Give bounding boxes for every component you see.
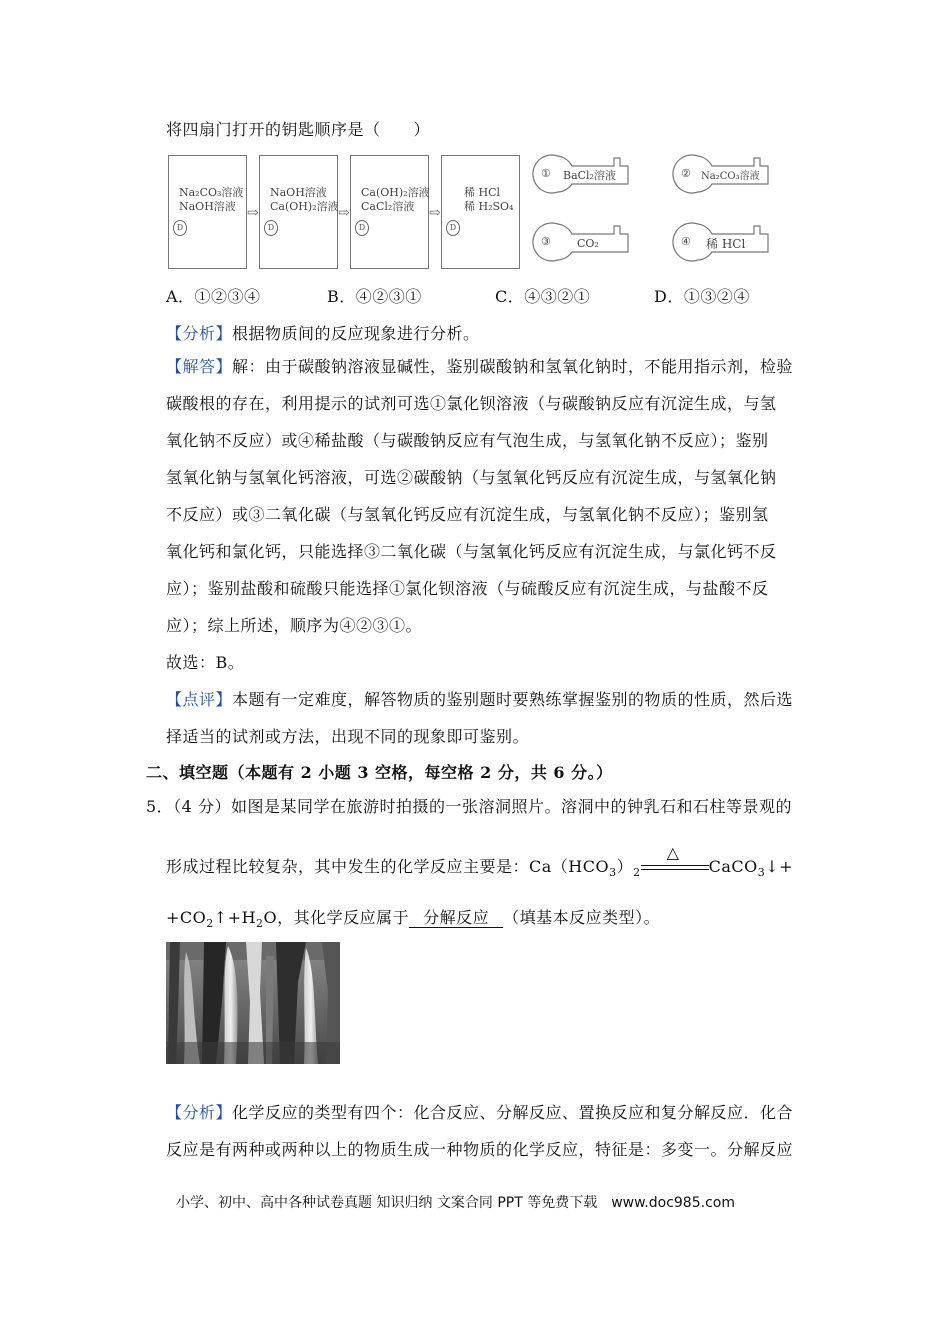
key-1-number: ① (541, 167, 551, 180)
equals-line-bottom (641, 869, 709, 870)
q5-formula-part: 形成过程比较复杂，其中发生的化学反应主要是：Ca（HCO (166, 857, 610, 876)
key-2 (672, 150, 772, 202)
analysis-1 (166, 324, 480, 344)
q5-subscript: 3 (609, 866, 617, 880)
comment-tag: 【点评】 (166, 690, 233, 709)
door-2-line2: Ca(OH)₂溶液 (270, 200, 339, 213)
q5-formula-part: CaCO (708, 857, 758, 876)
door-knob-icon: D (173, 220, 187, 236)
q5-formula-part: ↑+H (213, 908, 257, 927)
analysis-2-tag: 【分析】 (166, 1103, 233, 1122)
key-4 (672, 218, 772, 270)
analysis-2-line-2: 反应是有两种或两种以上的物质生成一种物质的化学反应，特征是：多变一。分解反应 (166, 1140, 794, 1159)
solution-line-2: 碳酸根的存在，利用提示的试剂可选①氯化钡溶液（与碳酸钠反应有沉淀生成，与氢 (166, 394, 777, 413)
door-1 (168, 155, 247, 269)
option-d: D．①③②④ (654, 287, 750, 306)
key-3-label: CO₂ (577, 237, 599, 250)
question-prompt: 将四扇门打开的钥匙顺序是（ ） (166, 120, 431, 139)
cave-photo (166, 942, 340, 1064)
door-3 (350, 155, 429, 269)
solution-line-4: 氢氧化钠与氢氧化钙溶液，可选②碳酸钠（与氢氧化钙反应有沉淀生成，与氢氧化钠 (166, 468, 777, 487)
key-2-label: Na₂CO₃溶液 (701, 171, 760, 182)
key-4-label: 稀 HCl (706, 237, 746, 251)
option-a: A．①②③④ (166, 287, 261, 306)
comment-text: 本题有一定难度，解答物质的鉴别题时要熟练掌握鉴别的物质的性质，然后选 (232, 690, 794, 709)
comment-line-1 (166, 690, 793, 710)
door-knob-icon: D (355, 220, 369, 236)
arrow-right-icon: ⇨ (247, 205, 259, 221)
q5-subscript: 2 (633, 866, 641, 880)
heat-delta-icon: △ (666, 842, 680, 862)
key-3 (532, 218, 632, 270)
door-2 (259, 155, 338, 269)
door-3-line1: Ca(OH)₂溶液 (361, 186, 430, 199)
door-1-line1: Na₂CO₃溶液 (179, 186, 244, 199)
door-2-line1: NaOH溶液 (270, 186, 327, 199)
analysis-tag: 【分析】 (166, 324, 233, 343)
q5-line-3 (166, 908, 660, 934)
analysis-2-line-1 (166, 1103, 793, 1123)
solution-line-1 (166, 357, 793, 377)
key-2-number: ② (681, 167, 691, 180)
solution-line-3: 氧化钠不反应）或④稀盐酸（与碳酸钠反应有气泡生成，与氢氧化钠不反应）；鉴别 (166, 431, 769, 450)
reaction-arrow (641, 842, 709, 875)
q5-subscript: 3 (757, 866, 766, 880)
q5-formula-part: ↓+ (765, 857, 794, 876)
solution-line-6: 氧化钙和氯化钙，只能选择③二氧化碳（与氢氧化钙反应有沉淀生成，与氯化钙不反 (166, 542, 777, 561)
solution-line-5: 不反应）或③二氧化碳（与氢氧化钙反应有沉淀生成，与氢氧化钠不反应）；鉴别氢 (166, 505, 769, 524)
q5-line-2 (166, 842, 794, 883)
door-knob-icon: D (446, 220, 460, 236)
answer-text: 故选：B。 (166, 653, 245, 672)
q5-formula-part: O，其化学反应属于 (263, 908, 410, 927)
q5-subscript: 2 (206, 917, 214, 931)
equals-line-top (641, 865, 709, 866)
q5-formula-part: （填基本反应类型）。 (503, 908, 661, 927)
comment-line-2: 择适当的试剂或方法，出现不同的现象即可鉴别。 (166, 727, 530, 746)
door-1-line2: NaOH溶液 (179, 200, 236, 213)
section-title: 二、填空题（本题有 2 小题 3 空格，每空格 2 分，共 6 分。） (146, 763, 613, 782)
q5-subscript: 2 (256, 917, 264, 931)
q5-formula-part: +CO (166, 908, 207, 927)
key-1-label: BaCl₂溶液 (563, 169, 616, 182)
q5-formula-part: ） (616, 857, 634, 876)
option-b: B．④②③① (327, 287, 422, 306)
arrow-right-icon: ⇨ (338, 205, 350, 221)
door-4-line1: 稀 HCl (464, 186, 501, 199)
solution-text: 解：由于碳酸钠溶液显碱性，鉴别碳酸钠和氢氧化钠时，不能用指示剂，检验 (232, 357, 794, 376)
solution-tag: 【解答】 (166, 357, 233, 376)
key-1 (532, 150, 632, 202)
door-4 (441, 155, 520, 269)
answer-blank: 分解反应 (409, 908, 503, 928)
arrow-right-icon: ⇨ (429, 205, 441, 221)
door-4-line2: 稀 H₂SO₄ (464, 200, 514, 213)
page-footer: 小学、初中、高中各种试卷真题 知识归纳 文案合同 PPT 等免费下载 www.doc985.com (176, 1195, 735, 1211)
option-c: C．④③②① (495, 287, 591, 306)
key-3-number: ③ (541, 235, 551, 248)
door-knob-icon: D (264, 220, 278, 236)
solution-line-8: 应）；综上所述，顺序为④②③①。 (166, 616, 423, 635)
key-4-number: ④ (681, 235, 691, 248)
analysis-text: 根据物质间的反应现象进行分析。 (232, 324, 480, 343)
solution-line-7: 应）；鉴别盐酸和硫酸只能选择①氯化钡溶液（与硫酸反应有沉淀生成，与盐酸不反 (166, 579, 769, 598)
q5-line-1: 5．（4 分）如图是某同学在旅游时拍摄的一张溶洞照片。溶洞中的钟乳石和石柱等景观的 (146, 797, 792, 816)
analysis-2-text: 化学反应的类型有四个：化合反应、分解反应、置换反应和复分解反应．化合 (232, 1103, 794, 1122)
door-3-line2: CaCl₂溶液 (361, 200, 415, 213)
